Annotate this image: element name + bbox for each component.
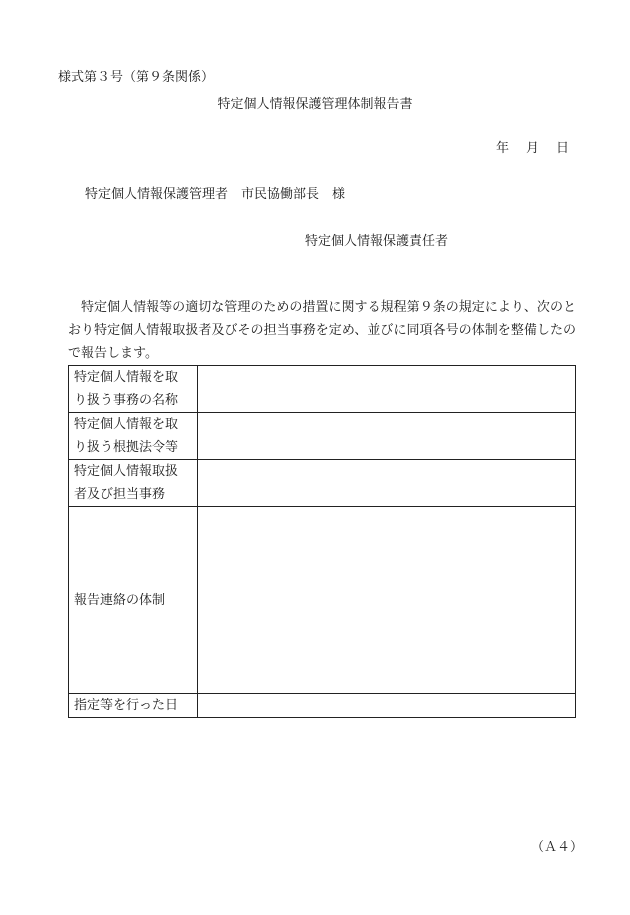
row-label xyxy=(69,694,198,718)
sender-title: 特定個人情報保護責任者 xyxy=(305,234,449,249)
date-year: 年 xyxy=(496,141,510,156)
label-line: 特定個人情報取扱 xyxy=(74,464,179,479)
report-table xyxy=(68,365,576,718)
table-row xyxy=(69,366,576,413)
row-value-cell[interactable] xyxy=(198,460,576,507)
row-value-cell[interactable] xyxy=(198,507,576,694)
row-value-cell[interactable] xyxy=(198,366,576,413)
label-line: 指定等を行った日 xyxy=(74,698,179,713)
paper-size-note: （Ａ４） xyxy=(530,840,583,855)
table-row xyxy=(69,413,576,460)
row-value-cell[interactable] xyxy=(198,413,576,460)
date-month: 月 xyxy=(526,141,540,156)
table-row xyxy=(69,694,576,718)
document-title: 特定個人情報保護管理体制報告書 xyxy=(217,97,413,112)
form-number: 様式第３号（第９条関係） xyxy=(58,70,215,85)
date-line xyxy=(496,137,569,156)
body-text: 特定個人情報等の適切な管理のための措置に関する規程第９条の規定により、次のとおり特定個人情報取扱者及びその担当事務を定め、並びに同項各号の体制を整備したので報告します。 xyxy=(68,300,576,361)
row-label xyxy=(69,507,198,694)
row-label xyxy=(69,460,198,507)
label-line: り扱う根拠法令等 xyxy=(74,440,179,455)
table-row xyxy=(69,507,576,694)
label-line: り扱う事務の名称 xyxy=(74,393,179,408)
date-day: 日 xyxy=(556,141,570,156)
row-value-cell[interactable] xyxy=(198,694,576,718)
label-line: 特定個人情報を取 xyxy=(74,417,179,432)
addressee: 特定個人情報保護管理者 市民協働部長 様 xyxy=(85,187,346,202)
row-label xyxy=(69,413,198,460)
table-row xyxy=(69,460,576,507)
label-line: 者及び担当事務 xyxy=(74,487,166,502)
label-line: 報告連絡の体制 xyxy=(74,592,166,608)
label-line: 特定個人情報を取 xyxy=(74,370,179,385)
row-label xyxy=(69,366,198,413)
